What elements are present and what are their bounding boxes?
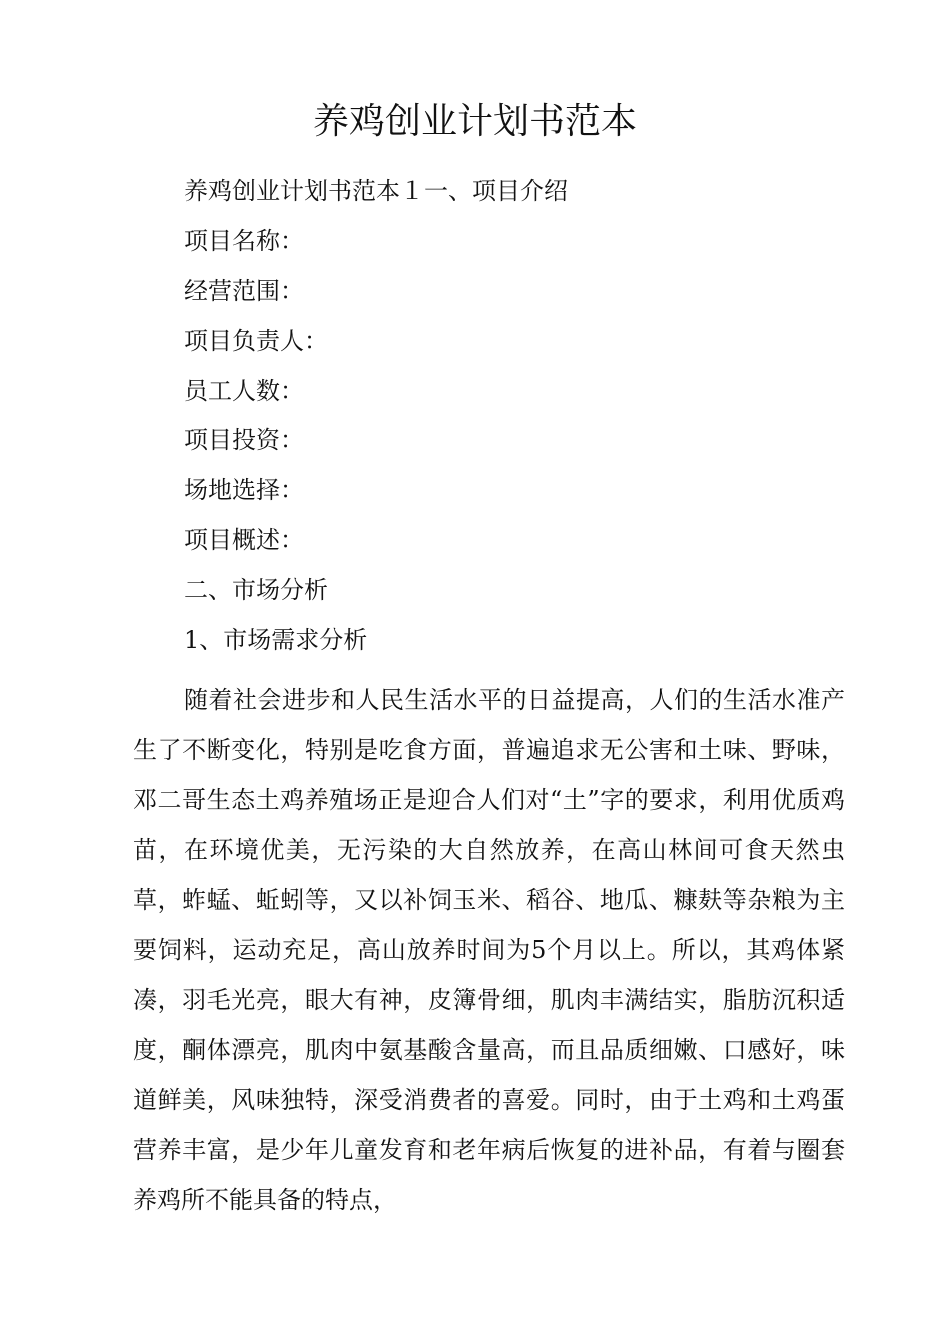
field-employee-count: 员工人数： <box>184 377 304 405</box>
document-title: 养鸡创业计划书范本 <box>312 101 637 142</box>
field-business-scope: 经营范围： <box>184 277 304 305</box>
field-project-overview: 项目概述： <box>184 526 304 554</box>
section-heading-project-intro: 养鸡创业计划书范本１一、项目介绍 <box>184 177 568 205</box>
body-paragraph: 随着社会进步和人民生活水平的日益提高，人们的生活水准产生了不断变化，特别是吃食方面，普遍追求无公害和土味、野味，邓二哥生态土鸡养殖场正是迎合人们对“土”字的要求，利用优质鸡苗，在环境优美，无污染的大自然放养，在高山林间可食天然虫草，蚱蜢、蚯蚓等，又以补饲玉米、稻谷、地瓜、糠麸等杂粮为主要饲料，运动充足，高山放养时间为5个月以上。所以，其鸡体紧凑，羽毛光亮，眼大有神，皮簿骨细，肌肉丰满结实，脂肪沉积适度，酮体漂亮，肌肉中氨基酸含量高，而且品质细嫩、口感好，味道鲜美，风味独特，深受消费者的喜爱。同时，由于土鸡和土鸡蛋营养丰富，是少年儿童发育和老年病后恢复的进补品，有着与圈套养鸡所不能具备的特点， <box>133 686 845 1214</box>
section-heading-market-analysis: 二、市场分析 <box>184 576 328 604</box>
field-project-leader: 项目负责人： <box>184 327 328 355</box>
subheading-market-demand: 1、市场需求分析 <box>184 626 368 654</box>
field-project-name: 项目名称： <box>184 227 304 255</box>
field-site-selection: 场地选择： <box>184 476 304 504</box>
field-project-investment: 项目投资： <box>184 426 304 454</box>
